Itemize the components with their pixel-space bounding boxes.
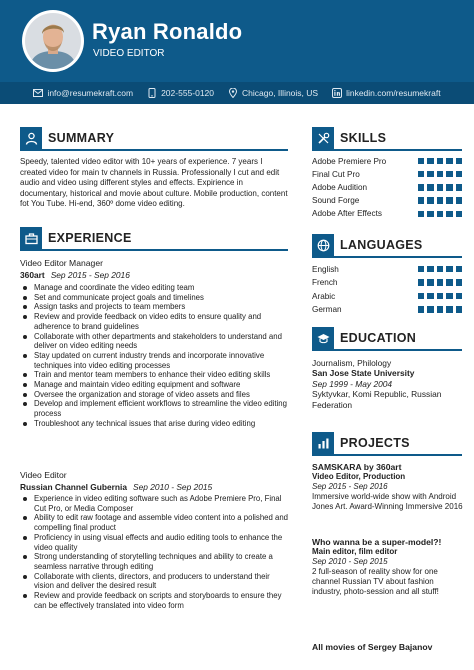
rating-dot [446,158,453,165]
languages-rating-dots [418,279,463,286]
job-1-bullet: Assign tasks and projects to team members [20,302,290,312]
skills-row [312,195,462,207]
project-1-dates: Sep 2015 - Sep 2016 [312,482,388,491]
contact-email[interactable] [33,88,133,98]
skills-label: Adobe Audition [312,182,368,192]
job-2-bullet: Review and provide feedback on scripts and storyboards to ensure they can be effectively translated into video form [20,591,290,610]
job-1-bullet-list [20,283,290,429]
project-3-name: All movies of Sergey Bajanov [312,642,433,652]
rating-dot [418,293,425,300]
languages-rating-dots [418,266,463,273]
languages-rating-dots [418,306,463,313]
rating-dot [437,266,444,273]
job-1-title: Video Editor Manager [20,258,103,268]
rating-dot [456,158,463,165]
project-1-role: Video Editor, Production [312,472,406,481]
rating-dot [446,197,453,204]
job-1-bullet: Manage and coordinate the video editing team [20,283,290,293]
chart-icon [317,437,330,450]
rating-dot [437,279,444,286]
project-3 [312,642,464,652]
job-2-title: Video Editor [20,470,67,480]
skills-rating-dots [418,171,463,178]
rating-dot [446,293,453,300]
skills-row [312,181,462,193]
education-location: Syktyvkar, Komi Republic, Russian Federation [312,389,442,410]
rating-dot [456,197,463,204]
phone-icon [147,88,157,98]
rating-dot [456,171,463,178]
rating-dot [427,184,434,191]
job-1-bullet: Review and provide feedback on video edits to ensure quality and adherence to brand guidelines [20,312,290,331]
skills-rating-dots [418,158,463,165]
globe-icon [317,239,330,252]
rating-dot [456,266,463,273]
candidate-name: Ryan Ronaldo [92,19,243,44]
languages-rating-dots [418,293,463,300]
rating-dot [446,184,453,191]
languages-label: French [312,278,338,287]
rating-dot [427,171,434,178]
skills-section-header [312,127,462,151]
languages-row [312,290,462,302]
contact-linkedin[interactable] [332,88,440,98]
skills-icon-box [312,127,334,149]
languages-label: German [312,305,342,314]
briefcase-icon [25,232,38,245]
rating-dot [456,306,463,313]
email-icon [33,88,43,98]
rating-dot [427,306,434,313]
project-2-description: 2 full-season of reality show for one channel Russian TV about fashion industry, photo-session and all stuff! [312,567,439,596]
skills-row [312,208,462,220]
rating-dot [427,158,434,165]
contact-email-text: info@resumekraft.com [47,88,134,98]
job-1-bullet: Oversee the organization and storage of video assets and files [20,390,290,400]
project-1-name: SAMSKARA by 360art [312,462,402,472]
rating-dot [446,279,453,286]
summary-text: Speedy, talented video editor with 10+ years of experience. 7 years I created video for main tv channels in Russia. Professionally I cut and edit audio and video using different styles and effects. Expirience in documentary, historical and movie about culture. Mobile production, content fot You Tube. Hi-end, 360º dome video editing. [20,157,288,209]
rating-dot [437,184,444,191]
rating-dot [456,293,463,300]
rating-dot [418,279,425,286]
job-1-company: 360art [20,270,45,280]
rating-dot [446,266,453,273]
rating-dot [418,306,425,313]
job-2-dates: Sep 2010 - Sep 2015 [133,482,213,492]
user-icon [25,132,38,145]
skills-rating-dots [418,184,463,191]
job-1-bullet: Manage and maintain video editing equipment and software [20,380,290,390]
skills-rating-dots [418,197,463,204]
projects-title: PROJECTS [340,436,410,450]
job-2-company: Russian Channel Gubernia [20,482,128,492]
linkedin-icon [332,88,342,98]
project-2 [312,537,464,597]
rating-dot [456,211,463,218]
skills-label: Sound Forge [312,196,360,206]
job-2-bullet: Strong understanding of storytelling techniques and ability to create a seamless narrative through editing [20,552,290,571]
job-1-dates: Sep 2015 - Sep 2016 [50,270,130,280]
job-2-bullet: Experience in video editing software such as Adobe Premiere Pro, Final Cut Pro, or Media Composer [20,494,290,513]
job-2-bullet-list [20,494,290,610]
rating-dot [437,158,444,165]
skills-rating-dots [418,211,463,218]
rating-dot [427,266,434,273]
education-school: San Jose State University [312,368,415,379]
rating-dot [446,306,453,313]
education-degree: Journalism, Philology [312,358,392,368]
education-icon-box [312,327,334,349]
education-dates: Sep 1999 - May 2004 [312,378,393,389]
rating-dot [427,279,434,286]
profile-photo [22,10,84,72]
summary-icon-box [20,127,42,149]
rating-dot [418,266,425,273]
languages-label: English [312,264,339,274]
languages-icon-box [312,234,334,256]
rating-dot [437,293,444,300]
tools-icon [317,132,330,145]
education-entry [312,358,462,410]
job-2-bullet: Collaborate with clients, directors, and producers to understand their vision and deliver the desired result [20,572,290,591]
languages-row [312,263,462,275]
rating-dot [456,279,463,286]
rating-dot [437,197,444,204]
project-2-role: Main editor, film editor [312,547,398,556]
project-2-name: Who wanna be a super-model?! [312,537,442,547]
skills-label: Adobe After Effects [312,209,382,219]
rating-dot [427,197,434,204]
rating-dot [437,211,444,218]
rating-dot [446,171,453,178]
contact-location-text: Chicago, Illinois, US [242,88,319,98]
rating-dot [427,293,434,300]
project-1 [312,462,464,512]
contact-phone-text: 202-555-0120 [161,88,215,98]
rating-dot [427,211,434,218]
languages-row [312,304,462,316]
projects-section-header [312,432,462,456]
rating-dot [418,211,425,218]
job-2-bullet: Ability to edit raw footage and assemble video content into a polished and compelling final product [20,513,290,532]
languages-section-header [312,234,462,258]
skills-row [312,168,462,180]
job-1-bullet: Collaborate with other departments and stakeholders to understand and deliver on video editing needs [20,332,290,351]
contact-bar [0,82,474,104]
rating-dot [418,184,425,191]
rating-dot [437,306,444,313]
summary-section-header [20,127,288,151]
contact-phone[interactable] [147,88,214,98]
rating-dot [418,158,425,165]
education-section-header [312,327,462,351]
job-1-meta [20,270,130,280]
contact-location [228,88,318,98]
rating-dot [418,197,425,204]
profile-photo-icon [25,13,81,69]
rating-dot [456,184,463,191]
graduation-cap-icon [317,332,330,345]
job-1-bullet: Stay updated on current industry trends and incorporate innovative techniques into video editing processes [20,351,290,370]
summary-title: SUMMARY [48,131,115,145]
experience-icon-box [20,227,42,249]
skills-label: Final Cut Pro [312,169,360,179]
rating-dot [446,211,453,218]
languages-title: LANGUAGES [340,238,423,252]
experience-title: EXPERIENCE [48,231,132,245]
projects-icon-box [312,432,334,454]
rating-dot [437,171,444,178]
rating-dot [418,171,425,178]
skills-row [312,155,462,167]
job-1-bullet: Set and communicate project goals and timelines [20,293,290,303]
project-2-dates: Sep 2010 - Sep 2015 [312,557,388,566]
job-1-bullet: Develop and implement efficient workflows to streamline the video editing process [20,399,290,418]
project-1-description: Immersive world-wide show with Android Jones Art. Award-Winning Immersive 2016 [312,492,463,511]
job-2-bullet: Proficiency in using visual effects and audio editing tools to enhance the video quality [20,533,290,552]
job-2-meta [20,482,212,492]
job-1-bullet: Troubleshoot any technical issues that arise during video editing [20,419,290,429]
languages-row [312,277,462,289]
languages-label: Arabic [312,291,336,301]
location-pin-icon [228,88,238,98]
skills-label: Adobe Premiere Pro [312,156,387,166]
candidate-role: VIDEO EDITOR [93,48,165,59]
job-1-bullet: Train and mentor team members to enhance their video editing skills [20,370,290,380]
education-title: EDUCATION [340,331,417,345]
experience-section-header [20,227,288,251]
skills-title: SKILLS [340,131,387,145]
contact-linkedin-text: linkedin.com/resumekraft [346,88,441,98]
